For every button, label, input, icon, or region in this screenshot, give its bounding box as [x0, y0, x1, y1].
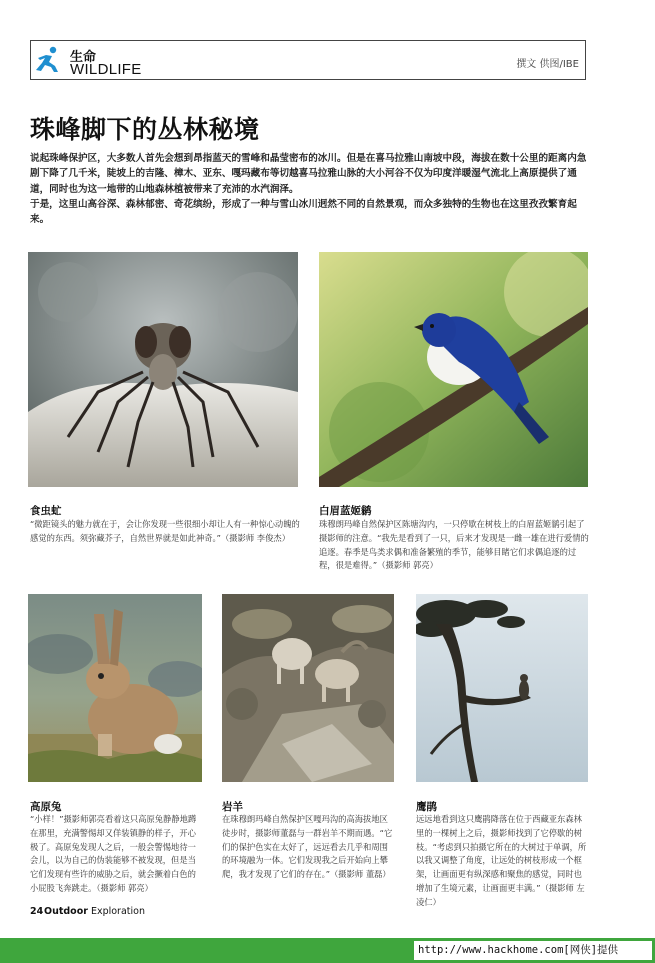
magazine-name: [44, 906, 145, 917]
running-figure-icon: [32, 44, 64, 76]
hawk-cuckoo-photo: [416, 594, 588, 782]
caption-title-robber-fly: 食虫虻: [30, 505, 62, 517]
caption-text-hare: “小样！”摄影师郭亮看着这只高原兔静静地蹲在那里，充满警惕却又佯装镇静的样子，开心极了。高原兔发现人之后，一般会警惕地待一会儿，以为自己的伪装能够不被发现，但是当它们发现有些许的威胁之后，就会撅着白色的小屁股飞奔跳走。（摄影师 郭亮）: [30, 814, 197, 893]
caption-title-hare: 高原兔: [30, 801, 62, 813]
caption-text-flycatcher: 珠穆朗玛峰自然保护区陈塘沟内，一只停歇在树枝上的白眉蓝姬鹟引起了摄影师的注意。“我先是看到了一只，后来才发现是一雌一雄在进行爱情的追逐。春季是鸟类求偶和准备繁殖的季节，能够目睹它们求偶追逐的过程，很是难得。”（摄影师 郭亮）: [319, 519, 589, 571]
magazine-name-light: Exploration: [90, 906, 145, 917]
caption-title-hawk-cuckoo: 鹰鹃: [416, 801, 437, 813]
caption-text-blue-sheep: 在珠穆朗玛峰自然保护区嘎玛沟的高海拔地区徒步时，摄影师董磊与一群岩羊不期而遇。“它们的保护色实在太好了，远远看去几乎和周围的环境融为一体。它们发现我之后开始向上攀爬，我才发现了它们的存在。”（摄影师 董磊）: [222, 814, 393, 880]
section-title-cn: 生命: [70, 50, 97, 65]
caption-text-hawk-cuckoo: 远远地看到这只鹰鹃降落在位于西藏亚东森林里的一棵树上之后，摄影师找到了它停歇的树枝。“考虑到只拍摄它所在的大树过于单调，所以我又调整了角度，让远处的树枝形成一个框架，让画面更有纵深感和聚焦的感觉，同时也增加了生境元素，让画面更丰满。”（摄影师 左凌仁）: [416, 814, 587, 907]
caption-title-flycatcher: 白眉蓝姬鹟: [319, 505, 372, 517]
caption-title-blue-sheep: 岩羊: [222, 801, 243, 813]
blue-flycatcher-photo: [319, 252, 588, 487]
article-title: 珠峰脚下的丛林秘境: [30, 115, 260, 144]
robber-fly-photo: [28, 252, 298, 487]
blue-sheep-photo: [222, 594, 394, 782]
article-intro: [30, 151, 590, 227]
hare-photo: [28, 594, 202, 782]
section-title-en: WILDLIFE: [70, 61, 142, 78]
intro-paragraph-2: 于是，这里山高谷深、森林郁密、奇花缤纷，形成了一种与雪山冰川迥然不同的自然景观，而众多独特的生物也在这里孜孜繁育起来。: [30, 198, 577, 226]
credit-line: 撰文 供图/IBE: [516, 59, 579, 70]
watermark-url[interactable]: http://www.hackhome.com[网侠]提供: [414, 941, 652, 960]
intro-paragraph-1: 说起珠峰保护区，大多数人首先会想到昂指蓝天的雪峰和晶莹密布的冰川。但是在喜马拉雅山南坡中段，海拔在数十公里的距离内急剧下降了几千米，陡坡上的吉隆、樟木、亚东、嘎玛藏布等切越喜马拉雅山脉的大小河谷不仅为印度洋暖湿气流北上高原提供了通道，同时也为这一地带的山地森林植被带来了充沛的水汽润泽。: [30, 153, 587, 195]
magazine-name-bold: Outdoor: [44, 906, 88, 917]
page-number: 24: [30, 906, 44, 917]
caption-text-robber-fly: “微距镜头的魅力就在于，会让你发现一些很细小却让人有一种惊心动魄的感觉的东西。须弥藏芥子，自然世界就是如此神奇。”（摄影师 李俊杰）: [30, 519, 300, 543]
